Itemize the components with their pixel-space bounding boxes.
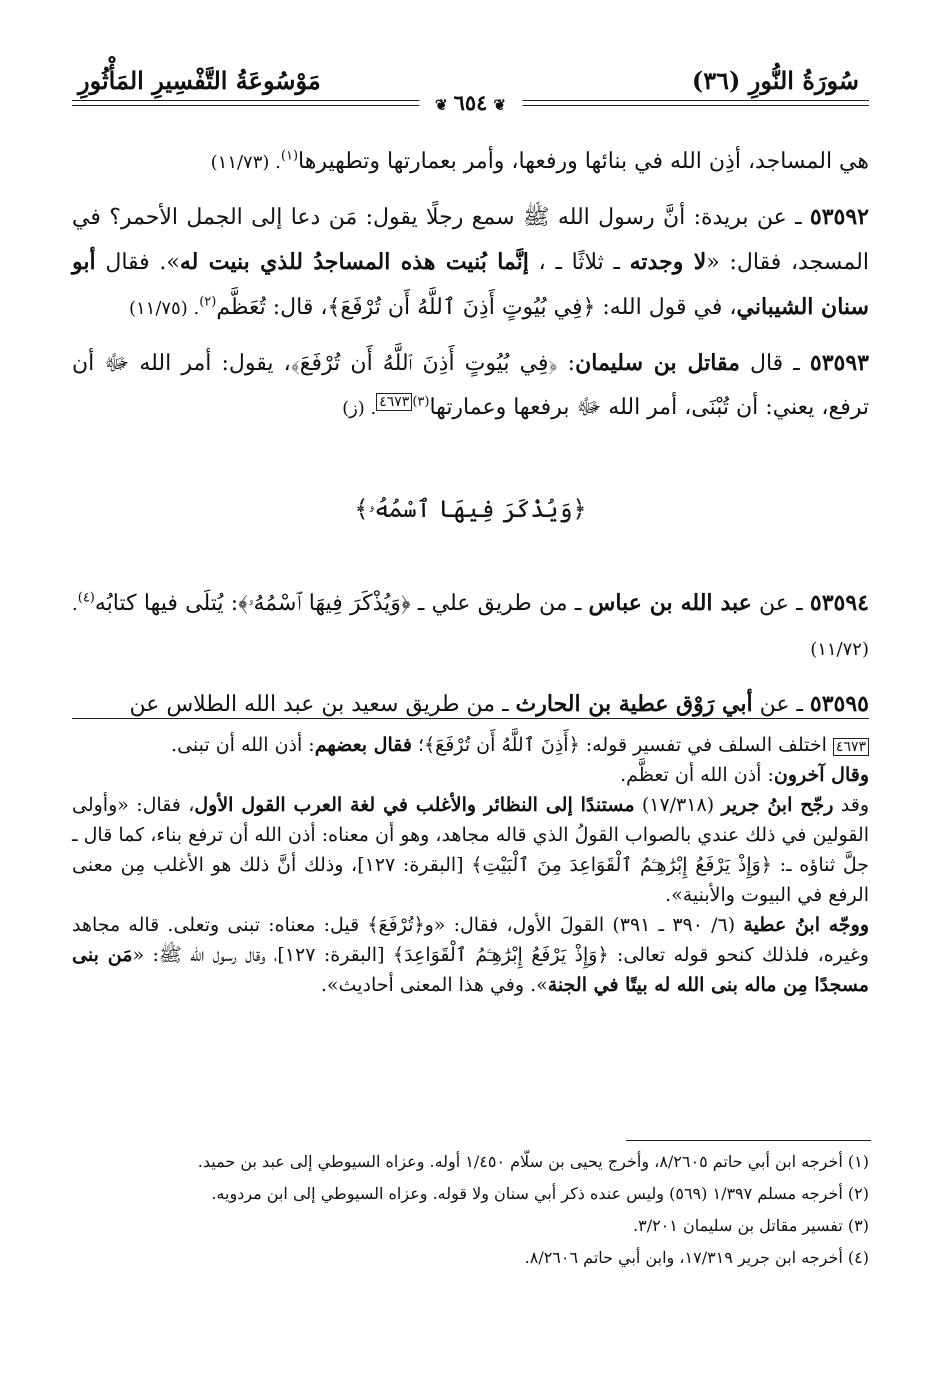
book-title: مَوْسُوعَةُ التَّفْسِيرِ المَأْثُورِ — [78, 66, 321, 95]
narration-53592 — [72, 195, 869, 331]
footnote: (٤) أخرجه ابن جرير ١٧/٣١٩، وابن أبي حاتم ٨/٢٦٠٦. — [524, 1248, 869, 1267]
bold-text: أبو سنان الشيباني — [72, 249, 869, 320]
text: ـ عن — [751, 591, 810, 616]
text: ـ عن — [752, 692, 810, 717]
ornament-icon: ❦ — [435, 96, 448, 114]
narration-number: ٥٣٥٩٥ — [809, 691, 869, 717]
bold-text: مقاتل بن سليمان — [575, 350, 740, 376]
bold-text: عبد الله بن عباس — [588, 590, 752, 616]
text: ـ من طريق علي ـ ﴿وَيُذْكَرَ فِيهَا ٱسْمُهُۥ﴾: يُتلَى فيها كتابُه — [94, 591, 589, 616]
commentary-paragraph — [72, 730, 869, 760]
narration-number: ٥٣٥٩٢ — [809, 204, 869, 230]
page-number-value: ٦٥٤ — [453, 90, 488, 115]
commentary-paragraph — [72, 790, 869, 910]
section-divider — [72, 718, 869, 719]
text: ـ قال — [739, 351, 810, 376]
footnote-ref: (٤) — [77, 590, 95, 606]
footnote: (٣) تفسير مقاتل بن سليمان ٣/٢٠١. — [633, 1216, 869, 1235]
text: ـ من طريق سعيد بن عبد الله الطلاس عن — [129, 692, 516, 717]
surah-title: سُورَةُ النُّورِ (٣٦) — [691, 66, 859, 95]
footnote-ref: (٢) — [199, 294, 217, 310]
text: (١٧/٣١٨) — [634, 794, 722, 816]
commentary-block — [72, 730, 869, 1000]
text: ، فقال: «وأولى القولين في ذلك عندي بالصواب القولُ الذي قاله مجاهد، وهو أن معناه: أذن الله أن ترفع بناء، كما قال ـ جلَّ ثناؤه ـ: ﴿وَإِذْ يَرْفَعُ إِبْرَٰهِـۧمُ ٱلْقَوَاعِدَ مِنَ ٱلْبَيْتِ﴾ [البقرة: ١٢٧]، وذلك أنَّ ذلك هو الأغلب مِن معنى الرفع في البيوت والأبنية». — [72, 794, 870, 906]
volume-citation: . (ز) — [342, 398, 377, 419]
page-number — [419, 90, 522, 115]
bold-text: مستندًا إلى النظائر والأغلب في لغة العرب القول الأول — [194, 794, 635, 816]
text: وقد — [833, 794, 870, 816]
bold-text: مَن بنى مسجدًا مِن ماله بنى الله له بيتًا في الجنة — [72, 944, 869, 996]
commentary-paragraph — [72, 760, 869, 790]
text: (٦/ ٣٩٠ ـ ٣٩١) القولَ الأول، فقال: «و﴿تُرْفَعَ﴾ قيل: معناه: تبنى وتعلى. قاله مجاهد وغيره، فلذلك كنحو قوله تعالى: ﴿وَإِذْ يَرْفَعُ إِبْرَٰهِـۧمُ ٱلْقَوَاعِدَ﴾ [البقرة: ١٢٧]، وقال رسول الله ﷺ: « — [72, 914, 869, 966]
footnote-ref: (٣) — [412, 394, 430, 410]
narration-number: ٥٣٥٩٣ — [809, 350, 869, 376]
main-text — [72, 140, 869, 737]
text: اختلف السلف في تفسير قوله: ﴿أَذِنَ ٱللَّهُ أَن تُرْفَعَ﴾؛ — [411, 734, 833, 756]
footnote-ref: (١) — [280, 148, 299, 164]
text: : أذن الله أن تعظَّم. — [620, 764, 774, 786]
narration-53593 — [72, 341, 869, 431]
footnote-divider — [626, 1140, 871, 1141]
ornament-icon: ❦ — [493, 96, 506, 114]
narration-number: ٥٣٥٩٤ — [809, 590, 869, 616]
bold-text: وقال آخرون — [773, 764, 869, 786]
page-header — [72, 62, 869, 114]
text: ». وفي هذا المعنى أحاديث». — [320, 974, 548, 996]
narration-53595 — [72, 682, 869, 727]
text: : ﴿فِي بُيُوتٍ أَذِنَ ٱللَّهُ أَن تُرْفَعَ﴾، يقول: أمر الله ﷻ أن ترفع، يعني: أن تُبْنَى، أمر الله ﷻ برفعها وعمارتها — [72, 351, 869, 420]
narration-53594 — [72, 581, 869, 672]
volume-citation: . (١١/٧٢) — [72, 594, 869, 660]
volume-citation: . (١١/٧٥) — [128, 298, 200, 319]
bold-text: فقال بعضهم — [314, 734, 412, 756]
text: ». فقال — [95, 250, 180, 275]
bold-text: أبي رَوْق عطية بن الحارث — [515, 691, 753, 717]
paragraph-continuation — [72, 140, 869, 185]
bold-text: لا وجدته — [629, 249, 707, 275]
bold-text: ووجّه ابنُ عطية — [743, 914, 870, 936]
footnotes — [72, 1148, 869, 1276]
text: ، في قول الله: ﴿فِي بُيُوتٍ أَذِنَ ٱللَّهُ أَن تُرْفَعَ﴾، قال: تُعَظَّم — [216, 295, 737, 320]
volume-citation: . (١١/٧٣) — [210, 152, 281, 173]
text: : أذن الله أن تبنى. — [171, 734, 315, 756]
footnote: (٢) أخرجه مسلم ١/٣٩٧ (٥٦٩) وليس عنده ذكر أبي سنان ولا قوله. وعزاه السيوطي إلى ابن مردويه. — [211, 1184, 869, 1203]
commentary-ref-box: ٤٦٧٣ — [833, 738, 869, 756]
commentary-ref-box: ٤٦٧٣ — [376, 393, 412, 411]
commentary-paragraph — [72, 910, 869, 1000]
text: ـ عن بريدة: أنَّ رسول الله ﷺ سمع رجلًا يقول: مَن دعا إلى الجمل الأحمر؟ في المسجد، فقال: « — [72, 205, 869, 275]
bold-text: رجّح ابنُ جرير — [721, 794, 834, 816]
bold-text: إنَّما بُنيت هذه المساجدُ للذي بنيت له — [179, 249, 529, 275]
text: ـ ثلاثًا ـ ، — [528, 250, 630, 275]
footnote: (١) أخرجه ابن أبي حاتم ٨/٢٦٠٥، وأخرج يحيى بن سلّام ١/٤٥٠ أوله. وعزاه السيوطي إلى عبد بن حميد. — [197, 1152, 869, 1171]
verse-heading: ﴿وَيُذْكَرَ فِيهَا ٱسْمُهُۥ﴾ — [354, 495, 587, 523]
text: هي المساجد، أذِن الله في بنائها ورفعها، وأمر بعمارتها وتطهيرها — [298, 149, 869, 174]
